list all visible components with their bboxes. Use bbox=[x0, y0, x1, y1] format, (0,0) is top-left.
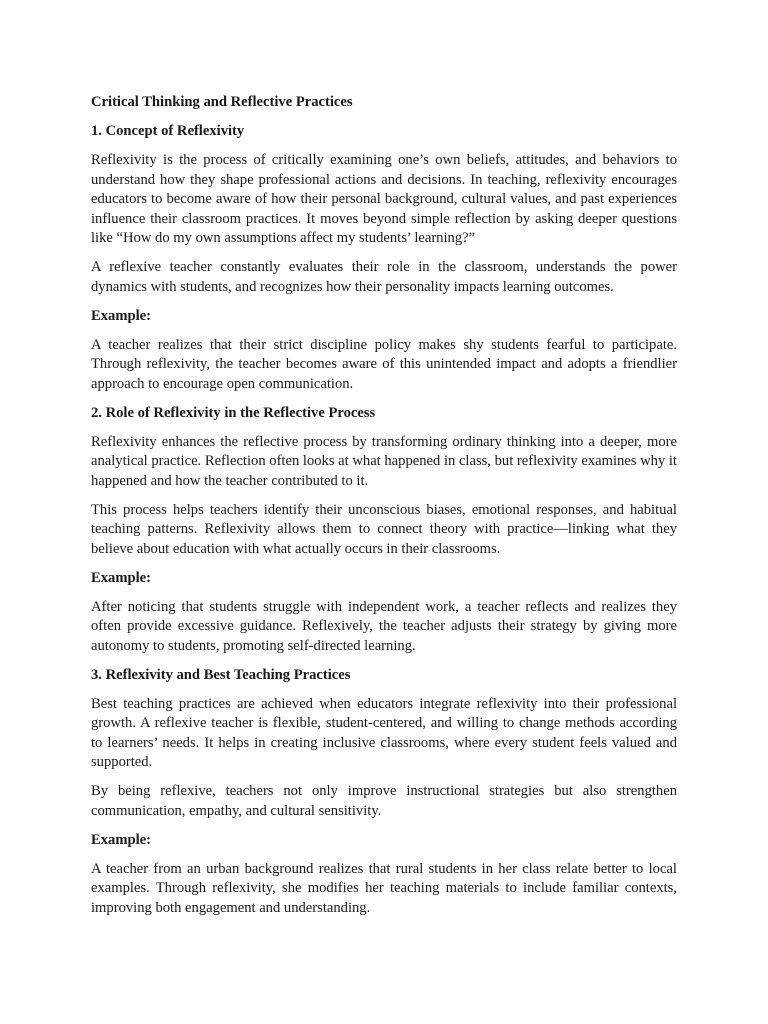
section-2-example-text: After noticing that students struggle with independent work, a teacher reflects and realizes they often provide excessive guidance. Reflexively, the teacher adjusts their strategy by giving more autonomy to students, promoting self-directed learning. bbox=[91, 598, 677, 654]
section-1-paragraph-1: Reflexivity is the process of critically examining one’s own beliefs, attitudes, and behaviors to understand how they shape professional actions and decisions. In teaching, reflexivity encourages educators to become aware of how their personal background, cultural values, and past experiences influence their classroom practices. It moves beyond simple reflection by asking deeper questions like “How do my own assumptions affect my students’ learning?” bbox=[91, 152, 677, 246]
section-3-paragraph-1: Best teaching practices are achieved when educators integrate reflexivity into their professional growth. A reflexive teacher is flexible, student-centered, and willing to change methods according to learners’ needs. It helps in creating inclusive classrooms, where every student feels valued and supported. bbox=[91, 695, 677, 770]
section-2-paragraph-1: Reflexivity enhances the reflective process by transforming ordinary thinking into a deeper, more analytical practice. Reflection often looks at what happened in class, but reflexivity examines why it happened and how the teacher contributed to it. bbox=[91, 433, 677, 489]
section-1-example-label: Example: bbox=[91, 307, 151, 324]
section-heading-best-teaching-practices: 3. Reflexivity and Best Teaching Practices bbox=[91, 666, 351, 683]
section-3-example-text: A teacher from an urban background realizes that rural students in her class relate better to local examples. Through reflexivity, she modifies her teaching materials to include familiar contexts, improving both engagement and understanding. bbox=[91, 860, 677, 916]
section-3-paragraph-2: By being reflexive, teachers not only improve instructional strategies but also strengthen communication, empathy, and cultural sensitivity. bbox=[91, 783, 677, 819]
section-2-paragraph-2: This process helps teachers identify their unconscious biases, emotional responses, and habitual teaching patterns. Reflexivity allows them to connect theory with practice—linking what they believe about education with what actually occurs in their classrooms. bbox=[91, 501, 677, 557]
section-2-example-label: Example: bbox=[91, 569, 151, 586]
document-page bbox=[91, 93, 677, 928]
section-heading-concept-of-reflexivity: 1. Concept of Reflexivity bbox=[91, 123, 245, 139]
document-title: Critical Thinking and Reflective Practices bbox=[91, 94, 353, 110]
section-1-example-text: A teacher realizes that their strict discipline policy makes shy students fearful to participate. Through reflexivity, the teacher becomes aware of this unintended impact and adopts a friendlier approach to encourage open communication. bbox=[91, 336, 677, 392]
section-heading-role-of-reflexivity: 2. Role of Reflexivity in the Reflective Process bbox=[91, 404, 376, 421]
section-1-paragraph-2: A reflexive teacher constantly evaluates their role in the classroom, understands the power dynamics with students, and recognizes how their personality impacts learning outcomes. bbox=[91, 259, 677, 295]
section-3-example-label: Example: bbox=[91, 831, 151, 848]
